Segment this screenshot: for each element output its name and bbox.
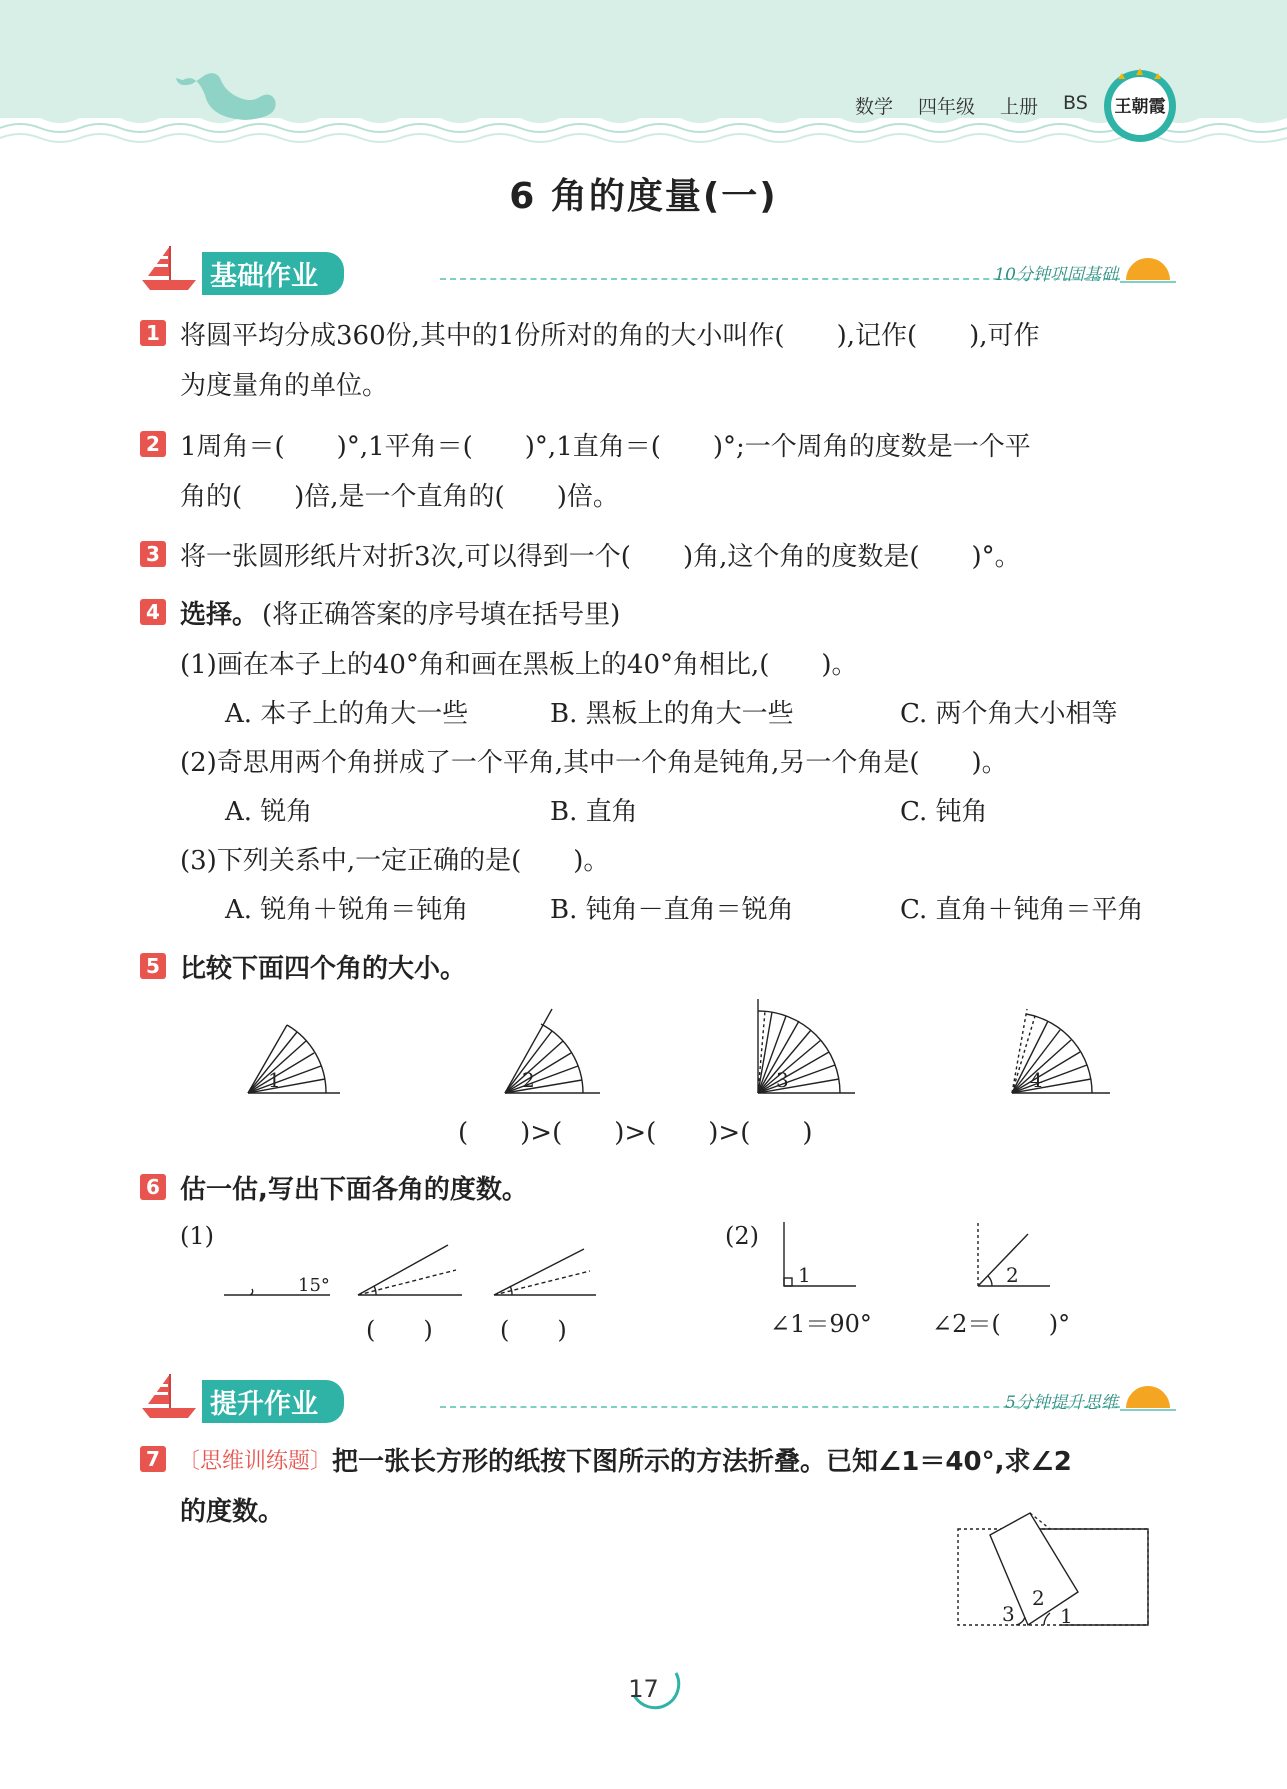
question-4-1-text: (1)画在本子上的40°角和画在黑板上的40°角相比,( )。 <box>180 650 858 680</box>
option-b: B. 钝角－直角＝锐角 <box>550 895 794 925</box>
page-number: 17 <box>628 1675 659 1703</box>
question-number: 5 <box>140 953 166 979</box>
sailboat-icon <box>140 1372 200 1420</box>
question-number: 6 <box>140 1174 166 1200</box>
fold-angle-2: 2 <box>1032 1586 1045 1610</box>
option-b: B. 黑板上的角大一些 <box>550 699 794 729</box>
sunset-icon <box>1120 1378 1176 1414</box>
section-banner-advanced <box>140 1372 1180 1424</box>
angle-label-4: 4 <box>1030 1068 1043 1092</box>
section-label: 基础作业 <box>202 252 344 295</box>
angle-label-3: 3 <box>776 1068 789 1092</box>
option-a: A. 本子上的角大一些 <box>225 699 469 729</box>
question-5-text: 比较下面四个角的大小。 <box>180 954 467 984</box>
answer-blank: ( ) <box>366 1316 433 1344</box>
angle-fan-3 <box>758 999 855 1093</box>
question-number: 4 <box>140 599 166 625</box>
answer-angle-2: ∠2＝( )° <box>932 1310 1071 1338</box>
angle-label-1: 1 <box>798 1263 811 1287</box>
header-grade: 四年级 <box>918 96 976 118</box>
option-a: A. 锐角＋锐角＝钝角 <box>225 895 469 925</box>
angle-fans-figure <box>200 995 1150 1105</box>
question-number: 1 <box>140 320 166 346</box>
question-2-line-1: 1周角＝( )°,1平角＝( )°,1直角＝( )°;一个周角的度数是一个平 <box>180 432 1031 462</box>
header-volume: 上册 <box>1000 96 1039 118</box>
angle-fan-2 <box>505 1009 600 1093</box>
fold-angle-3: 3 <box>1002 1602 1015 1626</box>
sunset-icon <box>1120 250 1176 286</box>
option-c: C. 钝角 <box>900 797 988 827</box>
question-2-line-2: 角的( )倍,是一个直角的( )倍。 <box>180 482 619 512</box>
estimate-angles-figure-2 <box>770 1220 1070 1290</box>
brand-text: 王朝霞 <box>1114 97 1166 117</box>
question-4-2-text: (2)奇思用两个角拼成了一个平角,其中一个角是钝角,另一个角是( )。 <box>180 748 1008 778</box>
section-banner-basic <box>140 244 1180 296</box>
comparison-blanks: ( )>( )>( )>( ) <box>458 1118 813 1148</box>
page-title: 6 角的度量(一) <box>509 176 778 217</box>
question-6-part-2: (2) <box>725 1222 759 1250</box>
question-number: 7 <box>140 1446 166 1472</box>
question-4-note: (将正确答案的序号填在括号里) <box>262 600 621 630</box>
estimate-angles-figure-1 <box>220 1235 610 1305</box>
fold-angle-1: 1 <box>1060 1604 1073 1628</box>
question-6-part-1: (1) <box>180 1222 214 1250</box>
header-wave-band <box>0 0 1287 150</box>
section-subtitle: 5分钟提升思维 <box>1005 1393 1118 1413</box>
folded-paper-figure <box>950 1505 1150 1635</box>
header-subject: 数学 <box>855 96 894 118</box>
section-subtitle: 10分钟巩固基础 <box>994 265 1118 285</box>
angle-fan-4 <box>1012 1009 1110 1093</box>
question-7-line-2: 的度数。 <box>180 1497 285 1527</box>
option-c: C. 直角＋钝角＝平角 <box>900 895 1144 925</box>
answer-blank: ( ) <box>500 1316 567 1344</box>
sailboat-icon <box>140 244 200 292</box>
question-6-text: 估一估,写出下面各角的度数。 <box>180 1175 528 1205</box>
given-angle-1: ∠1＝90° <box>770 1310 872 1338</box>
angle-label-2: 2 <box>1006 1263 1019 1287</box>
question-number: 2 <box>140 431 166 457</box>
question-number: 3 <box>140 541 166 567</box>
reference-angle-15: 15° <box>298 1275 330 1296</box>
option-c: C. 两个角大小相等 <box>900 699 1118 729</box>
option-a: A. 锐角 <box>225 797 313 827</box>
angle-label-1: 1 <box>268 1068 281 1092</box>
angle-fan-1 <box>248 1025 340 1093</box>
question-1-line-2: 为度量角的单位。 <box>180 371 389 401</box>
option-b: B. 直角 <box>550 797 638 827</box>
question-4-3-text: (3)下列关系中,一定正确的是( )。 <box>180 846 610 876</box>
question-tag: 〔思维训练题〕 <box>178 1449 333 1474</box>
angle-label-2: 2 <box>522 1068 535 1092</box>
header-edition: BS <box>1063 92 1088 114</box>
question-7-line-1: 把一张长方形的纸按下图所示的方法折叠。已知∠1＝40°,求∠2 <box>332 1447 1072 1477</box>
question-3-text: 将一张圆形纸片对折3次,可以得到一个( )角,这个角的度数是( )°。 <box>180 542 1021 572</box>
question-1-line-1: 将圆平均分成360份,其中的1份所对的角的大小叫作( ),记作( ),可作 <box>180 321 1040 351</box>
section-label: 提升作业 <box>202 1380 344 1423</box>
brand-logo <box>1100 64 1180 144</box>
question-4-heading: 选择。 <box>180 600 259 630</box>
